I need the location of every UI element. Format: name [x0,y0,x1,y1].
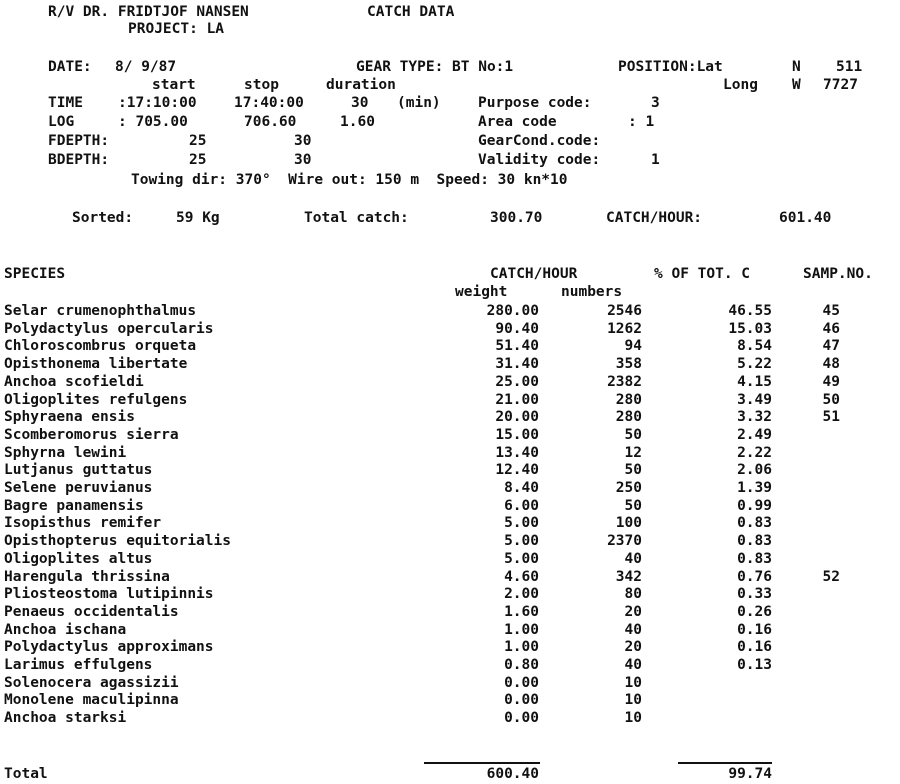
total-pct-rule [678,762,772,764]
pct-value: 3.32 [737,409,772,426]
col-duration-label: duration [326,77,396,93]
numbers-value: 358 [615,356,642,373]
col-stop-label: stop [244,77,279,93]
weight-value: 5.00 [504,533,539,550]
table-row [0,551,900,569]
validity-code-label: Validity code: [478,152,601,168]
col-species-header: SPECIES [4,266,66,282]
numbers-value: 50 [624,497,642,514]
catch-per-hour-value: 601.40 [779,210,832,226]
table-row [0,321,900,339]
species-name: Chloroscombrus orqueta [4,338,197,355]
weight-value: 15.00 [495,426,539,443]
weight-value: 8.40 [504,480,539,496]
numbers-value: 94 [624,338,642,355]
sample-number: 49 [822,373,840,390]
numbers-value: 10 [624,710,642,727]
weight-value: 0.00 [504,692,539,709]
sample-number: 47 [822,338,840,355]
numbers-value: 342 [615,568,642,585]
numbers-value: 80 [624,586,642,603]
table-row [0,303,900,321]
pct-value: 1.39 [737,480,772,496]
weight-value: 280.00 [486,303,539,319]
pct-value: 46.55 [728,303,772,319]
species-name: Sphyraena ensis [4,409,135,426]
log-duration: 1.60 [340,114,375,130]
table-row [0,392,900,410]
col-weight-header: weight [455,284,508,300]
lat-hemisphere: N [792,59,801,75]
species-name: Anchoa scofieldi [4,373,144,390]
species-name: Opisthopterus equitorialis [4,533,231,550]
vessel-name: R/V DR. FRIDTJOF NANSEN [48,4,249,20]
date-label: DATE: [48,59,92,75]
weight-value: 31.40 [495,356,539,373]
species-name: Lutjanus guttatus [4,462,153,479]
table-row [0,604,900,622]
total-weight: 600.40 [486,766,539,782]
weight-value: 25.00 [495,373,539,390]
fdepth-start: 25 [189,133,207,149]
pct-value: 0.99 [737,497,772,514]
numbers-value: 1262 [607,320,642,337]
table-row [0,586,900,604]
numbers-value: 20 [624,639,642,656]
numbers-value: 40 [624,621,642,638]
table-row [0,639,900,657]
long-value: 7727 [823,77,858,93]
lat-value: 511 [836,59,863,75]
pct-value: 0.16 [737,639,772,656]
pct-value: 5.22 [737,356,772,373]
species-name: Monolene maculipinna [4,692,179,709]
gear-type: GEAR TYPE: BT No:1 [356,59,514,75]
col-start-label: start [152,77,196,93]
weight-value: 12.40 [495,462,539,479]
validity-code-value: 1 [651,152,660,168]
bdepth-label: BDEPTH: [48,152,110,168]
catch-per-hour-label: CATCH/HOUR: [606,210,703,226]
sample-number: 51 [822,409,840,426]
weight-value: 1.00 [504,639,539,656]
purpose-code-value: 3 [651,95,660,111]
col-pct-header: % OF TOT. C [654,266,751,282]
species-name: Bagre panamensis [4,497,144,514]
species-name: Scomberomorus sierra [4,426,179,443]
total-weight-rule [424,762,540,764]
total-pct: 99.74 [728,766,772,782]
bdepth-start: 25 [189,152,207,168]
gearcond-code-label: GearCond.code: [478,133,601,149]
towing-info: Towing dir: 370° Wire out: 150 m Speed: 30 kn*10 [131,172,568,188]
weight-value: 1.60 [504,603,539,620]
project-label: PROJECT: LA [128,21,225,37]
table-row [0,657,900,675]
species-name: Selar crumenophthalmus [4,303,197,319]
pct-value: 15.03 [728,320,772,337]
purpose-code-label: Purpose code: [478,95,592,111]
fdepth-stop: 30 [294,133,312,149]
table-row [0,569,900,587]
pct-value: 0.26 [737,603,772,620]
numbers-value: 40 [624,657,642,673]
col-catch-header: CATCH/HOUR [490,266,578,282]
numbers-value: 10 [624,692,642,709]
numbers-value: 12 [624,444,642,461]
time-label: TIME [48,95,83,111]
sample-number: 50 [822,391,840,408]
species-name: Anchoa ischana [4,621,127,638]
sample-number: 45 [822,303,840,319]
log-start: : 705.00 [118,114,188,130]
pct-value: 8.54 [737,338,772,355]
numbers-value: 10 [624,674,642,691]
numbers-value: 50 [624,462,642,479]
long-hemisphere: W [792,77,801,93]
document-title: CATCH DATA [367,4,455,20]
time-duration: 30 [351,95,369,111]
weight-value: 5.00 [504,515,539,532]
table-row [0,515,900,533]
table-row [0,374,900,392]
species-name: Polydactylus opercularis [4,320,214,337]
pct-value: 4.15 [737,373,772,390]
species-name: Anchoa starksi [4,710,127,727]
position-label: POSITION:Lat [618,59,723,75]
weight-value: 6.00 [504,497,539,514]
log-stop: 706.60 [244,114,297,130]
sample-number: 52 [822,568,840,585]
species-name: Penaeus occidentalis [4,603,179,620]
species-name: Opisthonema libertate [4,356,188,373]
sorted-value: 59 Kg [176,210,220,226]
table-row [0,462,900,480]
table-row [0,338,900,356]
weight-value: 5.00 [504,550,539,567]
total-label: Total [4,766,48,782]
species-name: Selene peruvianus [4,480,153,496]
pct-value: 0.83 [737,515,772,532]
pct-value: 2.49 [737,426,772,443]
sample-number: 48 [822,356,840,373]
numbers-value: 20 [624,603,642,620]
species-name: Solenocera agassizii [4,674,179,691]
species-name: Oligoplites refulgens [4,391,188,408]
table-row [0,409,900,427]
numbers-value: 2546 [607,303,642,319]
long-label: Long [723,77,758,93]
total-catch-value: 300.70 [490,210,543,226]
time-start: :17:10:00 [118,95,197,111]
table-row [0,675,900,693]
weight-value: 0.00 [504,710,539,727]
table-row [0,356,900,374]
pct-value: 0.16 [737,621,772,638]
time-unit: (min) [397,95,441,111]
species-name: Sphyrna lewini [4,444,127,461]
numbers-value: 250 [615,480,642,496]
date-value: 8/ 9/87 [115,59,177,75]
table-row [0,445,900,463]
species-name: Pliosteostoma lutipinnis [4,586,214,603]
weight-value: 4.60 [504,568,539,585]
species-name: Oligoplites altus [4,550,153,567]
table-row [0,622,900,640]
pct-value: 2.22 [737,444,772,461]
weight-value: 51.40 [495,338,539,355]
log-label: LOG [48,114,75,130]
numbers-value: 50 [624,426,642,443]
pct-value: 0.83 [737,550,772,567]
weight-value: 13.40 [495,444,539,461]
sample-number: 46 [822,320,840,337]
numbers-value: 100 [615,515,642,532]
table-row [0,480,900,498]
numbers-value: 280 [615,409,642,426]
table-row [0,710,900,728]
col-samp-header: SAMP.NO. [803,266,873,282]
weight-value: 2.00 [504,586,539,603]
bdepth-stop: 30 [294,152,312,168]
area-code-label: Area code [478,114,557,130]
pct-value: 0.76 [737,568,772,585]
numbers-value: 40 [624,550,642,567]
species-name: Harengula thrissina [4,568,170,585]
pct-value: 0.33 [737,586,772,603]
fdepth-label: FDEPTH: [48,133,110,149]
sorted-label: Sorted: [72,210,134,226]
pct-value: 0.83 [737,533,772,550]
time-stop: 17:40:00 [234,95,304,111]
weight-value: 20.00 [495,409,539,426]
table-row [0,692,900,710]
pct-value: 2.06 [737,462,772,479]
numbers-value: 2370 [607,533,642,550]
table-row [0,498,900,516]
total-catch-label: Total catch: [304,210,409,226]
weight-value: 90.40 [495,320,539,337]
table-row [0,427,900,445]
weight-value: 21.00 [495,391,539,408]
weight-value: 1.00 [504,621,539,638]
pct-value: 0.13 [737,657,772,673]
col-numbers-header: numbers [561,284,623,300]
numbers-value: 2382 [607,373,642,390]
table-row [0,533,900,551]
species-name: Isopisthus remifer [4,515,162,532]
species-name: Polydactylus approximans [4,639,214,656]
numbers-value: 280 [615,391,642,408]
area-code-value: : 1 [628,114,655,130]
weight-value: 0.80 [504,657,539,673]
pct-value: 3.49 [737,391,772,408]
species-name: Larimus effulgens [4,657,153,673]
weight-value: 0.00 [504,674,539,691]
